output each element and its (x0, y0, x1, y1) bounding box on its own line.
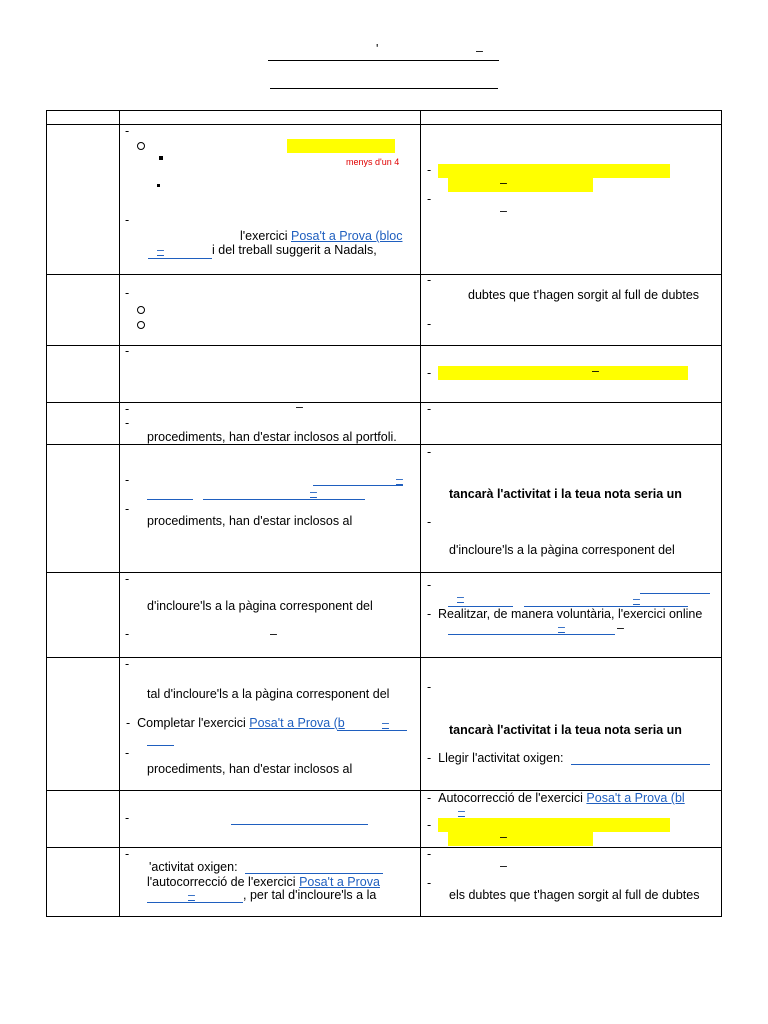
link-underline (313, 485, 403, 486)
row-9-right-text: els dubtes que t'hagen sorgit al full de dubtes (449, 888, 700, 902)
table-row-divider (46, 847, 722, 848)
endash: – (270, 627, 277, 641)
highlight-block (438, 366, 688, 380)
highlight-block (438, 164, 670, 178)
table-border-right (721, 110, 722, 917)
bullet-dash: - (125, 657, 130, 671)
link-underline (337, 730, 407, 731)
title-line-2 (270, 88, 498, 89)
row-5-text: procediments, han d'estar inclosos al (147, 514, 353, 528)
row-7-text: procediments, han d'estar inclosos al (147, 762, 353, 776)
row-7-bold-text: tancarà l'activitat i la teua nota seria un (449, 723, 682, 737)
link-underline (231, 824, 368, 825)
table-row-divider (46, 657, 722, 658)
bullet-dash: - (427, 818, 432, 832)
link-continuation[interactable]: – (157, 243, 164, 257)
link-underline (147, 902, 243, 903)
link-underline (640, 593, 710, 594)
red-note: menys d'un 4 (346, 157, 400, 167)
highlight-block (448, 832, 593, 846)
highlight-block (438, 818, 670, 832)
table-row-divider (46, 572, 722, 573)
table-border-left (46, 110, 47, 917)
row-2-text: dubtes que t'hagen sorgit al full de dubtes (468, 288, 700, 302)
endash: – (500, 176, 507, 190)
endash: – (296, 400, 303, 414)
row-8-right-text: - Autocorrecció de l'exercici Posa't a Prova (bl (427, 791, 685, 805)
row-5-right-text: d'incloure'ls a la pàgina corresponent del (449, 543, 675, 557)
table-row-divider (46, 402, 722, 403)
row-1-text: i del treball suggerit a Nadals, (212, 243, 377, 257)
table-row-divider (46, 345, 722, 346)
bullet-dash: - (427, 192, 432, 206)
link-underline (147, 499, 193, 500)
bullet-dash: - (427, 607, 432, 621)
row-9-text: , per tal d'incloure'ls a la (243, 888, 377, 902)
endash: – (617, 621, 624, 635)
row-9-text: l'autocorrecció de l'exercici Posa't a Prova (147, 875, 380, 889)
title-line-1 (268, 60, 499, 61)
row-5-bold-text: tancarà l'activitat i la teua nota seria un (449, 487, 682, 501)
bullet-dash: - (427, 402, 432, 416)
bullet-dash: - (427, 515, 432, 529)
link-dash[interactable]: – (458, 804, 465, 818)
posat-a-prova-link[interactable]: Posa't a Prova (299, 875, 380, 889)
bullet-dash: - (427, 578, 432, 592)
link-underline (147, 745, 174, 746)
bullet-circle (137, 321, 145, 329)
bullet-dash: - (125, 286, 130, 300)
bullet-dash: - (427, 273, 432, 287)
bullet-dash: - (427, 163, 432, 177)
bullet-dash: - (125, 746, 130, 760)
bullet-dash: - (125, 473, 130, 487)
bullet-dash: - (125, 627, 130, 641)
row-9-text: 'activitat oxigen: (149, 860, 238, 874)
bullet-dash: - (125, 344, 130, 358)
highlight-block (448, 178, 593, 192)
bullet-dash: - (125, 124, 130, 138)
link-dash[interactable]: – (396, 472, 403, 486)
bullet-dash: - (125, 416, 130, 430)
highlight-block (287, 139, 395, 153)
link-dash[interactable]: – (310, 485, 317, 499)
bullet-circle (137, 142, 145, 150)
bullet-dash: - (427, 876, 432, 890)
link-underline (203, 499, 365, 500)
bullet-square (159, 156, 163, 160)
link-underline (571, 764, 710, 765)
table-row-divider (46, 124, 722, 125)
bullet-dash: - (427, 445, 432, 459)
endash: – (500, 859, 507, 873)
bullet-dash: - (125, 811, 130, 825)
link-underline (245, 873, 383, 874)
bullet-dash: - (427, 317, 432, 331)
link-dash[interactable]: – (633, 592, 640, 606)
title-comma: ' (376, 42, 379, 56)
link-underline (448, 634, 615, 635)
row-4-text: procediments, han d'estar inclosos al portfoli. (147, 430, 397, 444)
bullet-dash: - (125, 402, 130, 416)
endash: – (592, 364, 599, 378)
bullet-dash: - (125, 502, 130, 516)
link-dash[interactable]: – (382, 716, 389, 730)
row-7-right-text: - Llegir l'activitat oxigen: (427, 751, 564, 765)
table-border-bottom (46, 916, 722, 917)
row-6-right-text: Realitzar, de manera voluntària, l'exercici online (438, 607, 703, 621)
bullet-dash: - (125, 847, 130, 861)
row-7-text: tal d'incloure'ls a la pàgina corresponent del (147, 687, 390, 701)
bullet-dash: - (427, 680, 432, 694)
bullet-dash: - (125, 213, 130, 227)
row-1-text: l'exercici Posa't a Prova (bloc (240, 229, 403, 243)
link-underline (148, 258, 212, 259)
posat-a-prova-link[interactable]: Posa't a Prova (b (249, 716, 345, 730)
link-dash[interactable]: – (457, 590, 464, 604)
link-dash[interactable]: – (188, 888, 195, 902)
posat-a-prova-link[interactable]: Posa't a Prova (bloc (291, 229, 403, 243)
bullet-dash: - (427, 847, 432, 861)
bullet-dash: - (427, 366, 432, 380)
endash: – (500, 830, 507, 844)
table-col-divider (119, 110, 120, 917)
title-dash: – (476, 44, 483, 58)
table-border-top (46, 110, 722, 111)
table-col-divider (420, 110, 421, 917)
link-dash[interactable]: – (558, 620, 565, 634)
bullet-dash: - (125, 572, 130, 586)
row-6-text: d'incloure'ls a la pàgina corresponent del (147, 599, 373, 613)
bullet-circle (137, 306, 145, 314)
table-row-divider (46, 274, 722, 275)
posat-a-prova-link[interactable]: Posa't a Prova (bl (586, 791, 685, 805)
bullet-square (157, 184, 160, 187)
endash: – (500, 204, 507, 218)
row-7-text: - Completar l'exercici Posa't a Prova (b (126, 716, 345, 730)
